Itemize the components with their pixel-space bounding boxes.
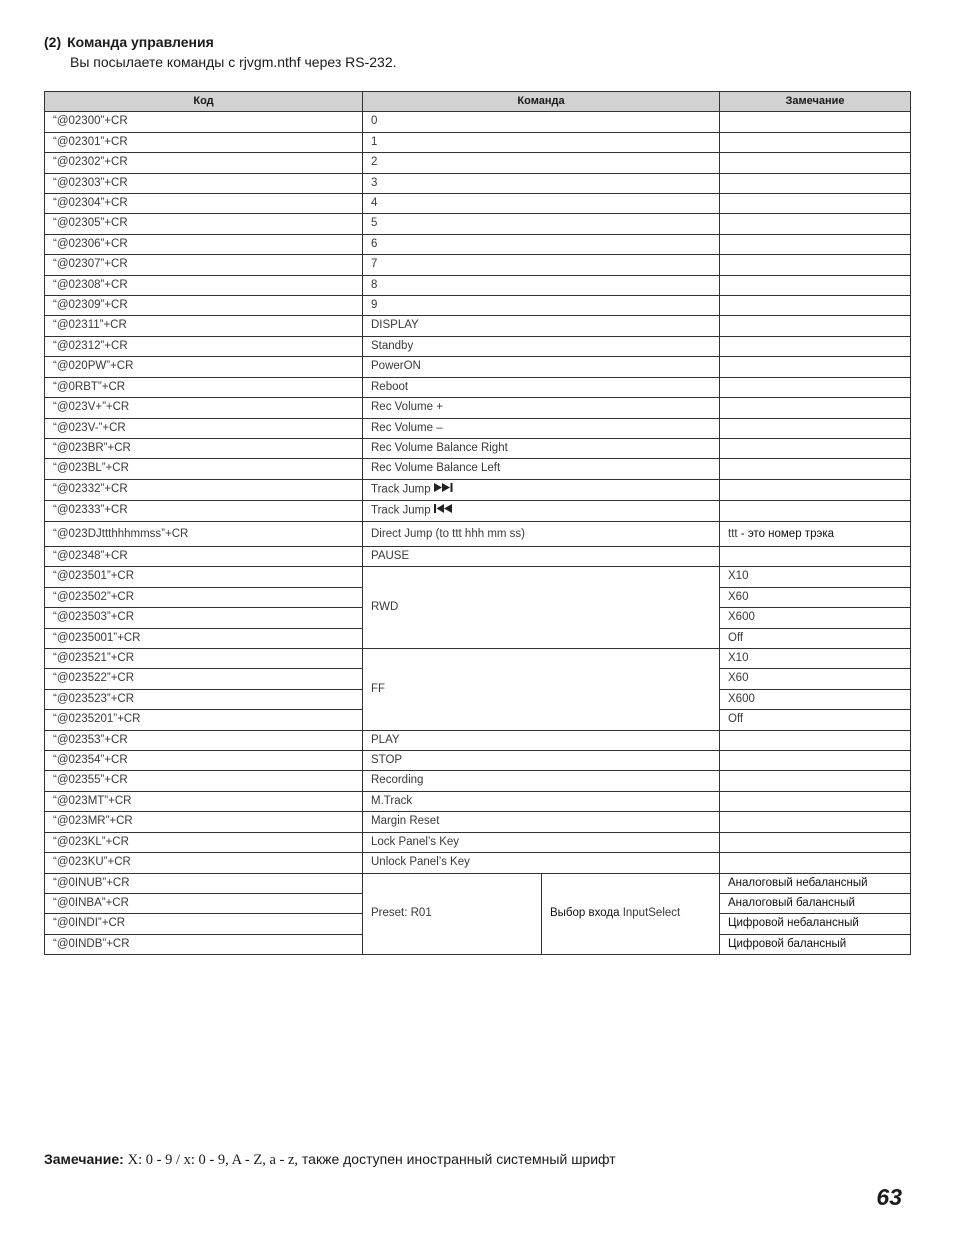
remark-cell: X600: [720, 689, 911, 709]
table-row: [45, 751, 911, 771]
code-cell: “@02354”+CR: [45, 751, 363, 771]
note-formula: X: 0 - 9 / x: 0 - 9, A - Z, a - z,: [127, 1152, 299, 1168]
code-cell: “@02311”+CR: [45, 316, 363, 336]
code-cell: “@023V+”+CR: [45, 398, 363, 418]
table-row: [45, 316, 911, 336]
code-cell: “@0INUB”+CR: [45, 873, 363, 893]
table-body-b: [45, 730, 911, 873]
remark-cell: Off: [720, 628, 911, 648]
section-number: (2): [44, 34, 62, 50]
command-cell: 0: [363, 112, 720, 132]
command-cell: 6: [363, 234, 720, 254]
command-text: Track Jump: [371, 504, 431, 517]
remark-text: - это номер трэка: [737, 528, 835, 540]
code-cell: “@02307”+CR: [45, 255, 363, 275]
command-cell: 2: [363, 153, 720, 173]
command-cell: Unlock Panel’s Key: [363, 853, 720, 873]
table-row: [45, 153, 911, 173]
code-cell: “@020PW”+CR: [45, 357, 363, 377]
remark-cell: Цифровой балансный: [720, 934, 911, 954]
remark-cell: [720, 336, 911, 356]
code-cell: “@02309”+CR: [45, 296, 363, 316]
remark-cell: Аналоговый небалансный: [720, 873, 911, 893]
table-row: [45, 438, 911, 458]
remark-cell: [720, 377, 911, 397]
command-cell: 7: [363, 255, 720, 275]
table-row: [45, 500, 911, 521]
code-cell: “@02306”+CR: [45, 234, 363, 254]
code-cell: “@02303”+CR: [45, 173, 363, 193]
remark-cell: X600: [720, 608, 911, 628]
table-row: [45, 194, 911, 214]
remark-cell: [720, 791, 911, 811]
table-row: [45, 771, 911, 791]
code-cell: “@023KL”+CR: [45, 832, 363, 852]
command-cell: STOP: [363, 751, 720, 771]
command-cell: PAUSE: [363, 547, 720, 567]
table-row: [45, 132, 911, 152]
command-cell: DISPLAY: [363, 316, 720, 336]
remark-cell: [720, 255, 911, 275]
code-cell: “@023502”+CR: [45, 587, 363, 607]
command-cell: Rec Volume Balance Right: [363, 438, 720, 458]
command-cell: Direct Jump (to ttt hhh mm ss): [363, 522, 720, 547]
code-cell: “@02302”+CR: [45, 153, 363, 173]
remark-cell: Цифровой небалансный: [720, 914, 911, 934]
code-cell: “@02355”+CR: [45, 771, 363, 791]
header-command: Команда: [363, 92, 720, 112]
remark-cell: X60: [720, 669, 911, 689]
remark-cell: [720, 275, 911, 295]
code-cell: “@0INDB”+CR: [45, 934, 363, 954]
code-cell: “@023523”+CR: [45, 689, 363, 709]
header-remark: Замечание: [720, 92, 911, 112]
table-header-row: [45, 92, 911, 112]
table-row: [45, 255, 911, 275]
command-cell: Reboot: [363, 377, 720, 397]
skip-previous-icon: [434, 501, 454, 520]
command-cell: PLAY: [363, 730, 720, 750]
code-cell: “@02312”+CR: [45, 336, 363, 356]
remark-cell: [720, 751, 911, 771]
command-cell: 4: [363, 194, 720, 214]
remark-cell: [720, 234, 911, 254]
table-row: [45, 567, 911, 587]
command-cell: 3: [363, 173, 720, 193]
command-cell-rwd: RWD: [363, 567, 720, 649]
command-cell: [363, 479, 720, 500]
command-cell-preset: Preset: R01: [363, 873, 542, 955]
code-cell: “@02300”+CR: [45, 112, 363, 132]
table-row: [45, 853, 911, 873]
command-cell: [363, 500, 720, 521]
code-cell: “@023503”+CR: [45, 608, 363, 628]
code-cell: “@023MT”+CR: [45, 791, 363, 811]
code-cell: “@02305”+CR: [45, 214, 363, 234]
table-row: [45, 357, 911, 377]
code-cell: “@0235201”+CR: [45, 710, 363, 730]
code-cell: “@023521”+CR: [45, 649, 363, 669]
remark-cell: [720, 357, 911, 377]
skip-next-icon: [434, 480, 454, 499]
table-row: [45, 730, 911, 750]
remark-cell: [720, 132, 911, 152]
remark-cell: [720, 500, 911, 521]
header-code: Код: [45, 92, 363, 112]
table-row: [45, 275, 911, 295]
command-cell: Margin Reset: [363, 812, 720, 832]
code-cell: “@02301”+CR: [45, 132, 363, 152]
page-number: 63: [876, 1184, 902, 1210]
code-cell: “@023BR”+CR: [45, 438, 363, 458]
remark-cell: [720, 459, 911, 479]
code-cell: “@02304”+CR: [45, 194, 363, 214]
table-row: [45, 873, 911, 893]
table-row: [45, 832, 911, 852]
remark-cell: [720, 316, 911, 336]
remark-cell: X10: [720, 649, 911, 669]
table-row: [45, 214, 911, 234]
code-cell: “@023MR”+CR: [45, 812, 363, 832]
table-row: [45, 649, 911, 669]
table-row: [45, 377, 911, 397]
command-cell: Rec Volume Balance Left: [363, 459, 720, 479]
note-label: Замечание:: [44, 1151, 124, 1167]
remark-cell: [720, 479, 911, 500]
remark-cell: [720, 153, 911, 173]
remark-cell: [720, 730, 911, 750]
table-row: [45, 112, 911, 132]
code-cell: “@023501”+CR: [45, 567, 363, 587]
command-cell: PowerON: [363, 357, 720, 377]
remark-cell: [720, 112, 911, 132]
table-row: [45, 791, 911, 811]
input-select-prefix: Выбор входа: [550, 907, 623, 920]
command-cell: 1: [363, 132, 720, 152]
table-row: [45, 479, 911, 500]
remark-cell: [720, 173, 911, 193]
command-cell: Rec Volume –: [363, 418, 720, 438]
table-row: [45, 296, 911, 316]
remark-cell: [720, 214, 911, 234]
table-row: [45, 522, 911, 547]
table-row: [45, 459, 911, 479]
remark-cell: [720, 418, 911, 438]
code-cell: “@023DJttthhhmmss”+CR: [45, 522, 363, 547]
command-cell: Standby: [363, 336, 720, 356]
input-select-suffix: InputSelect: [622, 907, 681, 920]
code-cell: “@02332”+CR: [45, 479, 363, 500]
footnote: [44, 1151, 616, 1169]
table-row: [45, 398, 911, 418]
table-body-special: [45, 479, 911, 730]
table-row: [45, 234, 911, 254]
command-cell: Recording: [363, 771, 720, 791]
code-cell: “@0235001”+CR: [45, 628, 363, 648]
remark-cell: [720, 398, 911, 418]
table-row: [45, 418, 911, 438]
remark-cell: X60: [720, 587, 911, 607]
command-cell: 9: [363, 296, 720, 316]
section-heading: [44, 34, 214, 50]
command-cell: M.Track: [363, 791, 720, 811]
remark-cell: [720, 832, 911, 852]
remark-cell: X10: [720, 567, 911, 587]
table-body-a: [45, 112, 911, 479]
remark-cell: [720, 771, 911, 791]
table-body-input: [45, 873, 911, 955]
command-cell: Lock Panel’s Key: [363, 832, 720, 852]
section-title: Команда управления: [67, 34, 214, 50]
remark-cell: [720, 547, 911, 567]
command-cell: Rec Volume +: [363, 398, 720, 418]
code-cell: “@023KU”+CR: [45, 853, 363, 873]
code-cell: “@02308”+CR: [45, 275, 363, 295]
remark-cell: [720, 296, 911, 316]
table-row: [45, 812, 911, 832]
remark-cell: Off: [720, 710, 911, 730]
remark-cell: [720, 522, 911, 547]
table-row: [45, 173, 911, 193]
note-text: также доступен иностранный системный шрифт: [298, 1151, 616, 1167]
code-cell: “@0INBA”+CR: [45, 893, 363, 913]
code-cell: “@02348”+CR: [45, 547, 363, 567]
code-cell: “@0RBT”+CR: [45, 377, 363, 397]
remark-cell: Аналоговый балансный: [720, 893, 911, 913]
remark-cell: [720, 438, 911, 458]
code-cell: “@023V-”+CR: [45, 418, 363, 438]
command-cell-ff: FF: [363, 649, 720, 731]
input-select-cell: [542, 873, 720, 955]
code-cell: “@02333”+CR: [45, 500, 363, 521]
command-text: Track Jump: [371, 483, 431, 496]
remark-prefix: ttt: [728, 528, 738, 540]
table-row: [45, 547, 911, 567]
remark-cell: [720, 194, 911, 214]
command-table: [44, 91, 911, 955]
code-cell: “@023BL”+CR: [45, 459, 363, 479]
remark-cell: [720, 853, 911, 873]
code-cell: “@023522”+CR: [45, 669, 363, 689]
section-subtitle: Вы посылаете команды с rjvgm.nthf через RS-232.: [70, 54, 397, 70]
command-cell: 5: [363, 214, 720, 234]
code-cell: “@0INDI”+CR: [45, 914, 363, 934]
command-cell: 8: [363, 275, 720, 295]
code-cell: “@02353”+CR: [45, 730, 363, 750]
table-row: [45, 336, 911, 356]
remark-cell: [720, 812, 911, 832]
